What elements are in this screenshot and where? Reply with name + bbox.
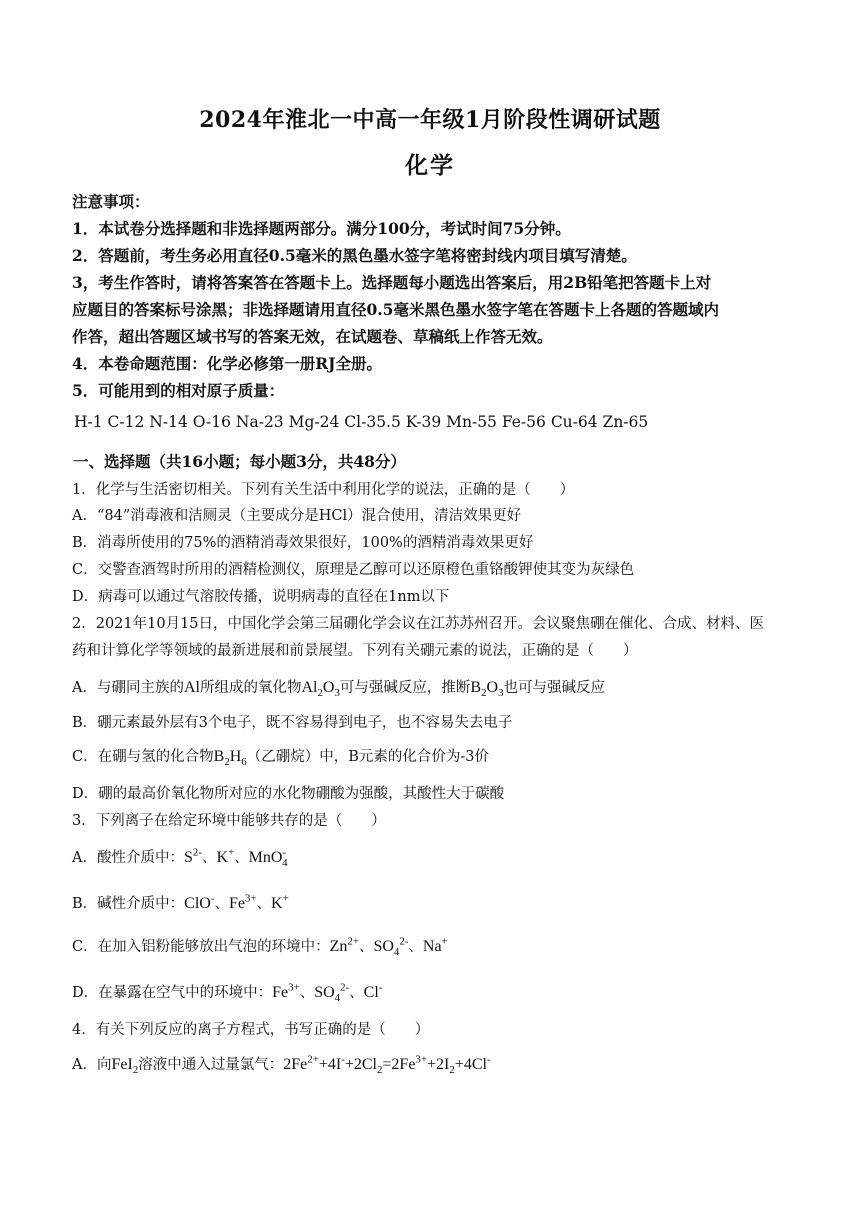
question-2-stem: 2．2021年10月15日，中国化学会第三届硼化学会议在江苏苏州召开。会议聚焦硼在催化、合成、材料、医 xyxy=(72,616,765,632)
notice-item: 1．本试卷分选择题和非选择题两部分。满分100分，考试时间75分钟。 xyxy=(72,219,571,238)
question-3-option-d: D．在暴露在空气中的环境中：$Fe^{3+}$、$SO_4^{2-}$、Cl- xyxy=(72,981,383,1005)
exam-title: 2024年淮北一中高一年级1月阶段性调研试题 xyxy=(199,107,661,133)
notice-item: 3，考生作答时，请将答案答在答题卡上。选择题每小题选出答案后，用2B铅笔把答题卡上对 xyxy=(72,273,712,292)
question-2-option-b: B．硼元素最外层有3个电子，既不容易得到电子，也不容易失去电子 xyxy=(72,715,513,731)
question-1-option-c: C．交警查酒驾时所用的酒精检测仪，原理是乙醇可以还原橙色重铬酸钾使其变为灰绿色 xyxy=(72,562,635,578)
notice-item: 4．本卷命题范围：化学必修第一册RJ全册。 xyxy=(72,354,383,373)
question-4-stem: 4．有关下列反应的离子方程式，书写正确的是（ ） xyxy=(72,1022,430,1038)
question-1-option-b: B．消毒所使用的75%的酒精消毒效果很好，100%的酒精消毒效果更好 xyxy=(72,535,534,551)
notice-item: 2．答题前，考生务必用直径0.5毫米的黑色墨水签字笔将密封线内项目填写清楚。 xyxy=(72,246,637,265)
question-1-stem: 1．化学与生活密切相关。下列有关生活中利用化学的说法，正确的是（ ） xyxy=(72,482,575,498)
question-3-option-a: A．酸性介质中：$S^{2-}$、K+、MnO-$_4$ xyxy=(72,846,288,870)
atomic-masses: H-1 C-12 N-14 O-16 Na-23 Mg-24 Cl-35.5 K-39 Mn-55 Fe-56 Cu-64 Zn-65 xyxy=(74,413,649,431)
question-1-option-a: A．“84”消毒液和洁厕灵（主要成分是HCl）混合使用，清洁效果更好 xyxy=(72,508,522,524)
question-2-option-a: A．与硼同主族的Al所组成的氧化物$Al_2O_3$可与强碱反应，推断$B_2O_3$也可与强碱反应 xyxy=(72,679,606,700)
notice-item: 应题目的答案标号涂黑；非选择题请用直径0.5毫米黑色墨水签字笔在答题卡上各题的答题域内 xyxy=(72,300,719,319)
question-3-option-b: B．碱性介质中：ClO-、$Fe^{3+}$、K+ xyxy=(72,892,289,912)
question-2-stem: 药和计算化学等领域的最新进展和前景展望。下列有关硼元素的说法，正确的是（ ） xyxy=(72,643,638,659)
question-2-option-c: C．在硼与氢的化合物$B_2H_6$（乙硼烷）中，B元素的化合价为-3价 xyxy=(72,748,489,769)
notice-item: 作答，超出答题区域书写的答案无效，在试题卷、草稿纸上作答无效。 xyxy=(72,327,553,346)
formula-b2o3: $B_2O_3$ xyxy=(470,679,504,700)
question-2-option-d: D．硼的最高价氧化物所对应的水化物硼酸为强酸，其酸性大于碳酸 xyxy=(72,786,505,802)
notice-item: 5．可能用到的相对原子质量： xyxy=(72,381,285,400)
question-3-option-c: C．在加入铝粉能够放出气泡的环境中：$Zn^{2+}$、$SO_4^{2-}$、Na+ xyxy=(72,935,448,959)
ionic-equation: $2Fe^{2+}+4I^-+2Cl_2=2Fe^{3+}+2I_2+4Cl^-$ xyxy=(283,1053,491,1077)
question-4-option-a: A．向FeI$_2$溶液中通入过量氯气：$2Fe^{2+}+4I^-+2Cl_2=2Fe^{3+}+2I_2+4Cl^-$ xyxy=(72,1053,491,1077)
section-heading: 一、选择题（共16小题；每小题3分，共48分） xyxy=(73,452,406,471)
notice-heading: 注意事项： xyxy=(72,192,150,211)
formula-b2h6: $B_2H_6$ xyxy=(213,748,247,769)
question-1-option-d: D．病毒可以通过气溶胶传播，说明病毒的直径在1nm以下 xyxy=(72,589,450,605)
question-3-stem: 3．下列离子在给定环境中能够共存的是（ ） xyxy=(72,813,386,829)
exam-subject: 化学 xyxy=(405,152,455,179)
formula-al2o3: $Al_2O_3$ xyxy=(301,679,340,700)
